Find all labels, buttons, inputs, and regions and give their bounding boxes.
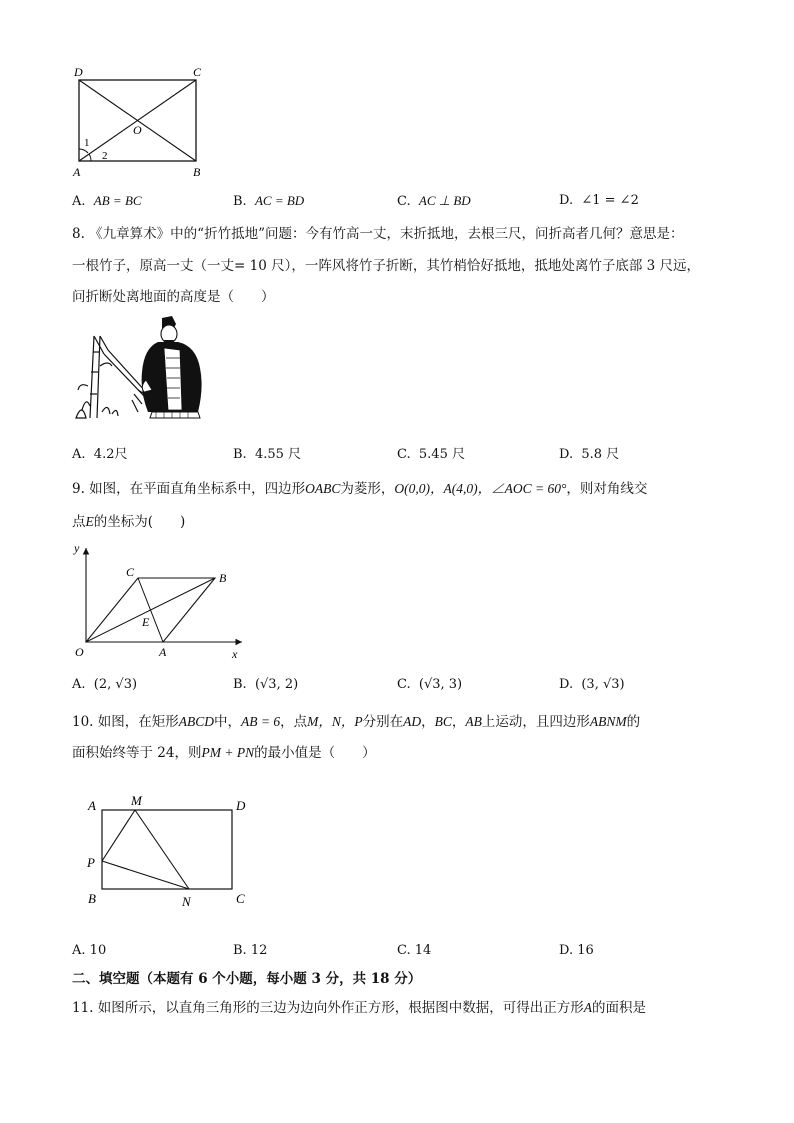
segment-mn (135, 810, 189, 889)
q8-bamboo-scholar-illustration (74, 314, 206, 424)
option-text: 4.55 尺 (254, 447, 302, 462)
q8-option-b[interactable] (233, 443, 301, 462)
label-angle-1: 1 (84, 137, 90, 149)
q10-option-a[interactable] (72, 943, 106, 958)
option-letter: D. (559, 677, 574, 692)
bamboo-icon (76, 336, 148, 418)
q10-question-line-2: 面积始终等于 24，则PM + PN的最小值是（ ） (72, 745, 376, 761)
label-d: D (74, 65, 83, 79)
angle-arc-1 (79, 149, 88, 153)
label-a: A (88, 798, 96, 813)
q8-question-line-3: 问折断处离地面的高度是（ ） (72, 289, 275, 305)
label-m: M (131, 793, 142, 808)
option-text: 12 (250, 943, 268, 958)
q9-option-c[interactable] (397, 677, 462, 692)
option-letter: D. (559, 943, 574, 958)
option-text: 10 (89, 943, 107, 958)
rectangle-abcd (102, 810, 232, 889)
label-b: B (193, 165, 201, 179)
option-text: 14 (414, 943, 432, 958)
option-letter: C. (397, 943, 411, 958)
option-text: ∠1 = ∠2 (581, 193, 639, 208)
q7-option-d[interactable] (559, 193, 639, 208)
q8-option-d[interactable] (559, 443, 619, 462)
option-letter: B. (233, 677, 247, 692)
option-letter: A. (72, 447, 86, 462)
q11-question-line-1: 11. 如图所示，以直角三角形的三边为边向外作正方形，根据图中数据，可得出正方形A的面积是 (72, 1000, 647, 1016)
q8-question-line-1: 8. 《九章算术》中的“折竹抵地”问题：今有竹高一丈，末折抵地，去根三尺，问折高者几何？意思是： (72, 226, 684, 242)
section-2-heading: 二、填空题（本题有 6 个小题，每小题 3 分，共 18 分） (72, 971, 422, 987)
q7-option-a[interactable] (72, 193, 142, 209)
option-text: 5.8 尺 (581, 447, 620, 462)
label-b: B (219, 571, 227, 585)
q7-option-b[interactable] (233, 193, 304, 209)
q9-option-b[interactable] (233, 677, 298, 692)
label-angle-2: 2 (102, 150, 108, 162)
label-d: D (236, 798, 246, 813)
q9-rhombus-coordinate-figure (70, 538, 250, 663)
option-text: AC = BD (254, 193, 305, 208)
label-p: P (87, 855, 95, 870)
label-c: C (126, 565, 135, 579)
diagonal-ac (138, 578, 163, 642)
option-text: (√3, 3) (418, 677, 463, 692)
label-o: O (133, 123, 142, 137)
q10-rectangle-figure (82, 790, 258, 912)
option-letter: C. (397, 447, 411, 462)
q7-option-c[interactable] (397, 193, 471, 209)
option-text: (√3, 2) (254, 677, 299, 692)
q8-option-a[interactable] (72, 443, 127, 462)
label-c: C (236, 891, 245, 906)
option-letter: B. (233, 943, 247, 958)
option-text: 5.45 尺 (418, 447, 465, 462)
option-text: AC ⊥ BD (418, 193, 471, 208)
label-n: N (182, 894, 191, 909)
q8-option-c[interactable] (397, 443, 465, 462)
q7-rectangle-figure (70, 62, 215, 180)
option-text: AB = BC (93, 193, 142, 208)
angle-arc-2 (89, 154, 91, 161)
option-text: 16 (577, 943, 594, 958)
option-letter: A. (72, 943, 86, 958)
option-letter: A. (72, 677, 86, 692)
option-letter: C. (397, 194, 411, 209)
option-letter: D. (559, 193, 574, 208)
label-c: C (193, 65, 202, 79)
q10-option-b[interactable] (233, 943, 267, 958)
q9-option-d[interactable] (559, 677, 625, 692)
label-x: x (232, 647, 238, 661)
option-letter: B. (233, 194, 247, 209)
scholar-figure-icon (142, 316, 202, 418)
option-letter: C. (397, 677, 411, 692)
label-y: y (74, 541, 80, 555)
q8-question-line-2: 一根竹子，原高一丈（一丈= 10 尺），一阵风将竹子折断，其竹梢恰好抵地，抵地处离竹子底部 3 尺远， (72, 258, 700, 274)
option-text: 4.2尺 (93, 447, 128, 462)
q9-question-line-2: 点E的坐标为( ) (72, 514, 186, 530)
q10-option-c[interactable] (397, 943, 431, 958)
label-e: E (142, 615, 150, 629)
segment-mp (102, 810, 135, 861)
q10-option-d[interactable] (559, 943, 594, 958)
option-text: (2, √3) (93, 677, 138, 692)
q9-question-line-1: 9. 如图，在平面直角坐标系中，四边形OABC为菱形，O(0,0)，A(4,0)，∠AOC = 60°，则对角线交 (72, 481, 648, 497)
label-o: O (75, 645, 84, 659)
q10-question-line-1: 10. 如图，在矩形ABCD中，AB = 6，点M，N，P分别在AD，BC，AB上运动，且四边形ABNM的 (72, 714, 641, 730)
q9-option-a[interactable] (72, 677, 137, 692)
option-letter: B. (233, 447, 247, 462)
label-b: B (88, 891, 96, 906)
segment-pn (102, 861, 189, 889)
option-text: (3, √3) (581, 677, 625, 692)
option-letter: A. (72, 194, 86, 209)
label-a: A (73, 165, 81, 179)
label-a: A (159, 645, 167, 659)
option-letter: D. (559, 447, 574, 462)
